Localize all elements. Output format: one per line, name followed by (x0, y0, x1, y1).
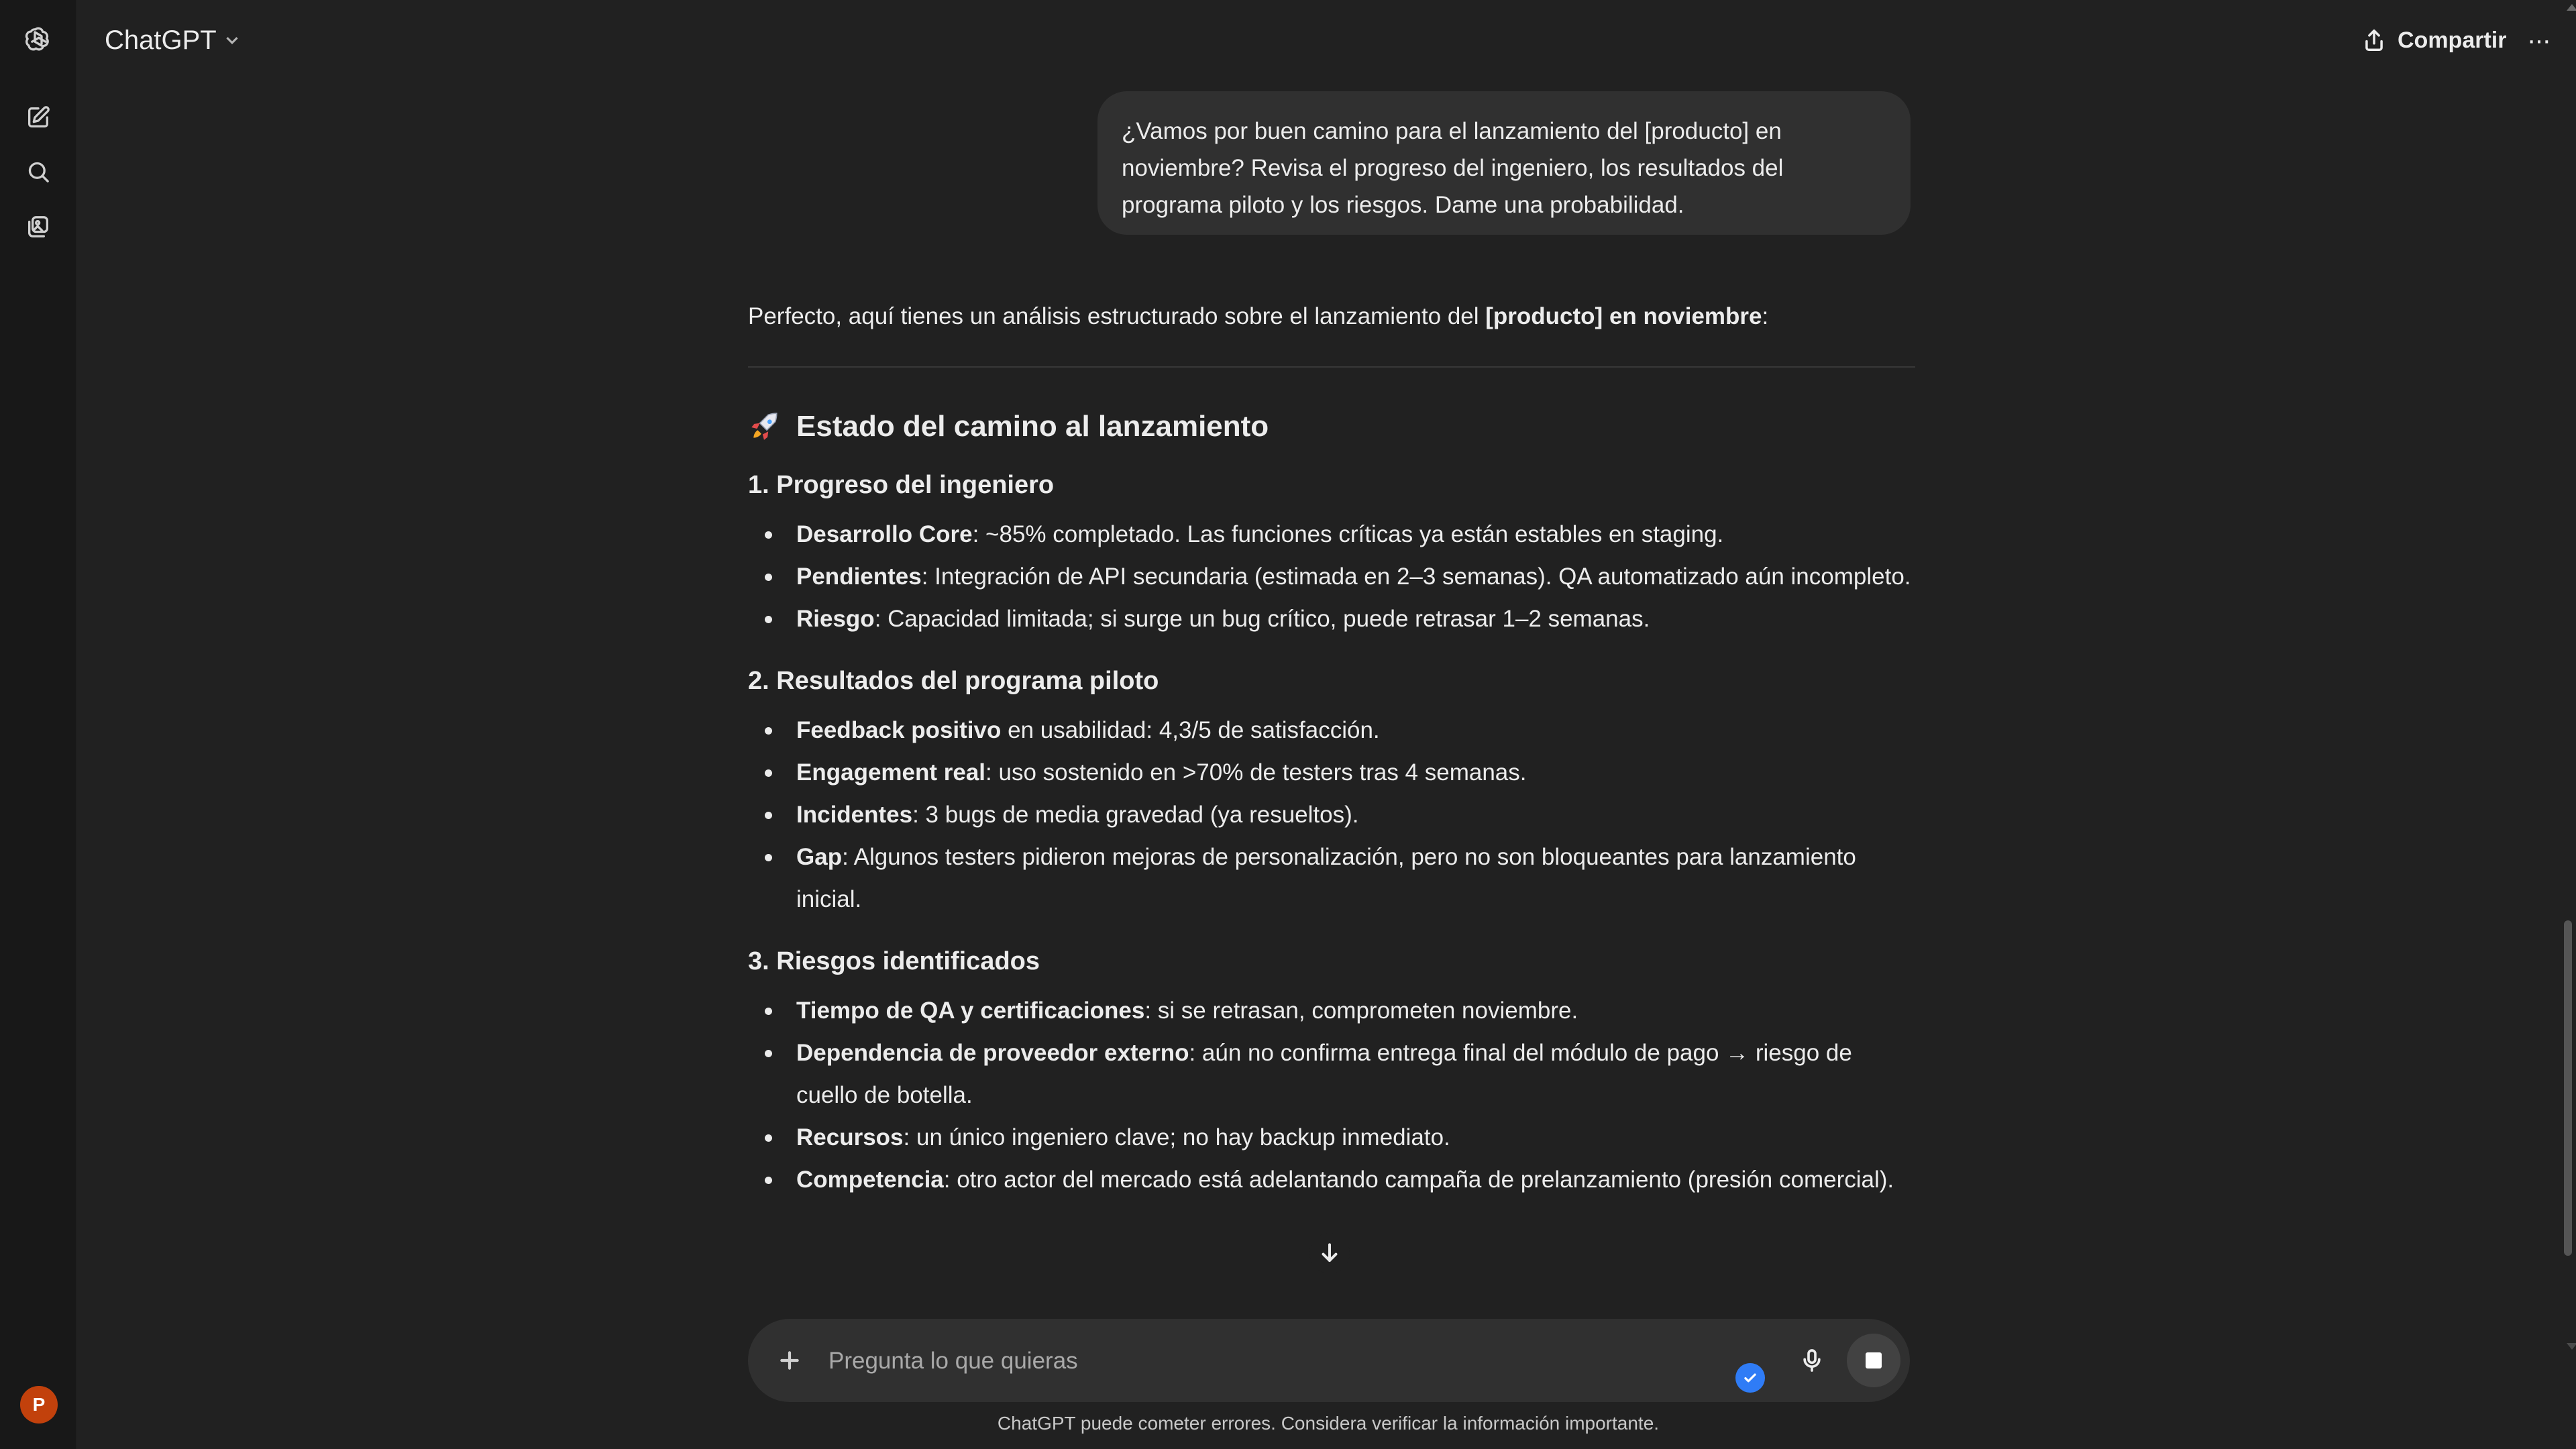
composer (748, 1319, 1910, 1402)
section-list (748, 709, 1915, 920)
item-text: : otro actor del mercado está adelantando campaña de prelanzamiento (presión comercial). (943, 1167, 1894, 1193)
share-button[interactable] (2348, 19, 2520, 62)
item-text: : uso sostenido en >70% de testers tras 4 semanas. (985, 759, 1527, 786)
list-item (748, 598, 1915, 640)
user-avatar[interactable]: P (20, 1386, 58, 1424)
new-chat-icon[interactable] (18, 97, 58, 138)
list-item (748, 1116, 1915, 1159)
list-item (748, 709, 1915, 751)
list-item (748, 794, 1915, 836)
section-heading: 1. Progreso del ingeniero (748, 471, 1055, 499)
item-label: Incidentes (796, 802, 913, 828)
attach-button[interactable] (769, 1340, 810, 1381)
share-label: Compartir (2398, 27, 2507, 53)
model-switcher-button[interactable] (94, 19, 253, 62)
intro-end: : (1762, 303, 1769, 329)
scroll-to-bottom-button[interactable] (1309, 1233, 1350, 1273)
main-heading (748, 407, 1915, 447)
item-label: Pendientes (796, 564, 922, 590)
share-icon (2361, 28, 2387, 53)
item-text: : ~85% completado. Las funciones críticas ya están estables en staging. (972, 521, 1724, 547)
sidebar (0, 0, 77, 1449)
section-heading: 3. Riesgos identificados (748, 947, 1040, 975)
user-message-text: ¿Vamos por buen camino para el lanzamiento del [producto] en noviembre? Revisa el progreso del ingeniero, los resultados del programa piloto y los riesgos. Dame una probabilidad. (1122, 118, 1784, 218)
item-label: Recursos (796, 1124, 904, 1150)
item-label: Tiempo de QA y certificaciones (796, 998, 1145, 1024)
item-text: : un único ingeniero clave; no hay backup inmediato. (903, 1124, 1450, 1150)
item-text: : 3 bugs de media gravedad (ya resueltos). (912, 802, 1359, 828)
item-label: Dependencia de proveedor externo (796, 1040, 1189, 1066)
prompt-input[interactable] (827, 1339, 1702, 1383)
item-label: Gap (796, 844, 843, 870)
user-message-bubble (1097, 91, 1911, 235)
more-options-button[interactable]: ··· (2527, 25, 2550, 55)
list-item (748, 989, 1915, 1032)
item-label: Feedback positivo (796, 717, 1002, 743)
item-label: Engagement real (796, 759, 986, 786)
item-text: en usabilidad: 4,3/5 de satisfacción. (1001, 717, 1380, 743)
list-item (748, 555, 1915, 598)
item-text: : Capacidad limitada; si surge un bug crítico, puede retrasar 1–2 semanas. (874, 606, 1650, 632)
scroll-up-arrow-icon[interactable] (2567, 4, 2576, 11)
plus-icon (776, 1347, 803, 1374)
intro-bold: [producto] en noviembre (1485, 303, 1762, 329)
list-item (748, 1032, 1915, 1116)
list-item (748, 751, 1915, 794)
library-icon[interactable] (18, 207, 58, 247)
item-label: Riesgo (796, 606, 875, 632)
microphone-icon (1799, 1347, 1825, 1374)
model-label: ChatGPT (105, 25, 217, 55)
rocket-icon (748, 410, 782, 443)
stop-generating-button[interactable] (1847, 1334, 1900, 1387)
list-item (748, 836, 1915, 920)
item-text: : si se retrasan, comprometen noviembre. (1144, 998, 1578, 1024)
openai-logo-icon[interactable] (18, 19, 58, 59)
arrow-down-icon (1317, 1240, 1342, 1266)
scroll-down-arrow-icon[interactable] (2567, 1343, 2576, 1350)
item-text: : aún no confirma entrega final del módulo de pago → riesgo de cuello de botella. (796, 1040, 1852, 1108)
scrollbar-thumb[interactable] (2564, 920, 2572, 1256)
assistant-message (748, 295, 1915, 1224)
item-text: : Algunos testers pidieron mejoras de personalización, pero no son bloqueantes para lanzamiento inicial. (796, 844, 1856, 912)
chevron-down-icon (222, 30, 242, 50)
list-item (748, 1159, 1915, 1201)
item-label: Competencia (796, 1167, 944, 1193)
intro-text: Perfecto, aquí tienes un análisis estructurado sobre el lanzamiento del (748, 303, 1486, 329)
item-text: : Integración de API secundaria (estimada en 2–3 semanas). QA automatizado aún incompleto. (921, 564, 1911, 590)
check-icon[interactable] (1735, 1363, 1765, 1393)
list-item (748, 513, 1915, 555)
stop-icon (1866, 1352, 1882, 1368)
search-icon[interactable] (18, 152, 58, 192)
section-heading: 2. Resultados del programa piloto (748, 667, 1159, 695)
answer-intro (748, 295, 1915, 337)
divider (748, 366, 1915, 368)
item-label: Desarrollo Core (796, 521, 973, 547)
dictate-button[interactable] (1792, 1340, 1832, 1381)
section-list (748, 989, 1915, 1201)
section-list (748, 513, 1915, 640)
main-heading-text: Estado del camino al lanzamiento (796, 410, 1269, 443)
disclaimer: ChatGPT puede cometer errores. Considera verificar la información importante. (997, 1413, 1660, 1434)
